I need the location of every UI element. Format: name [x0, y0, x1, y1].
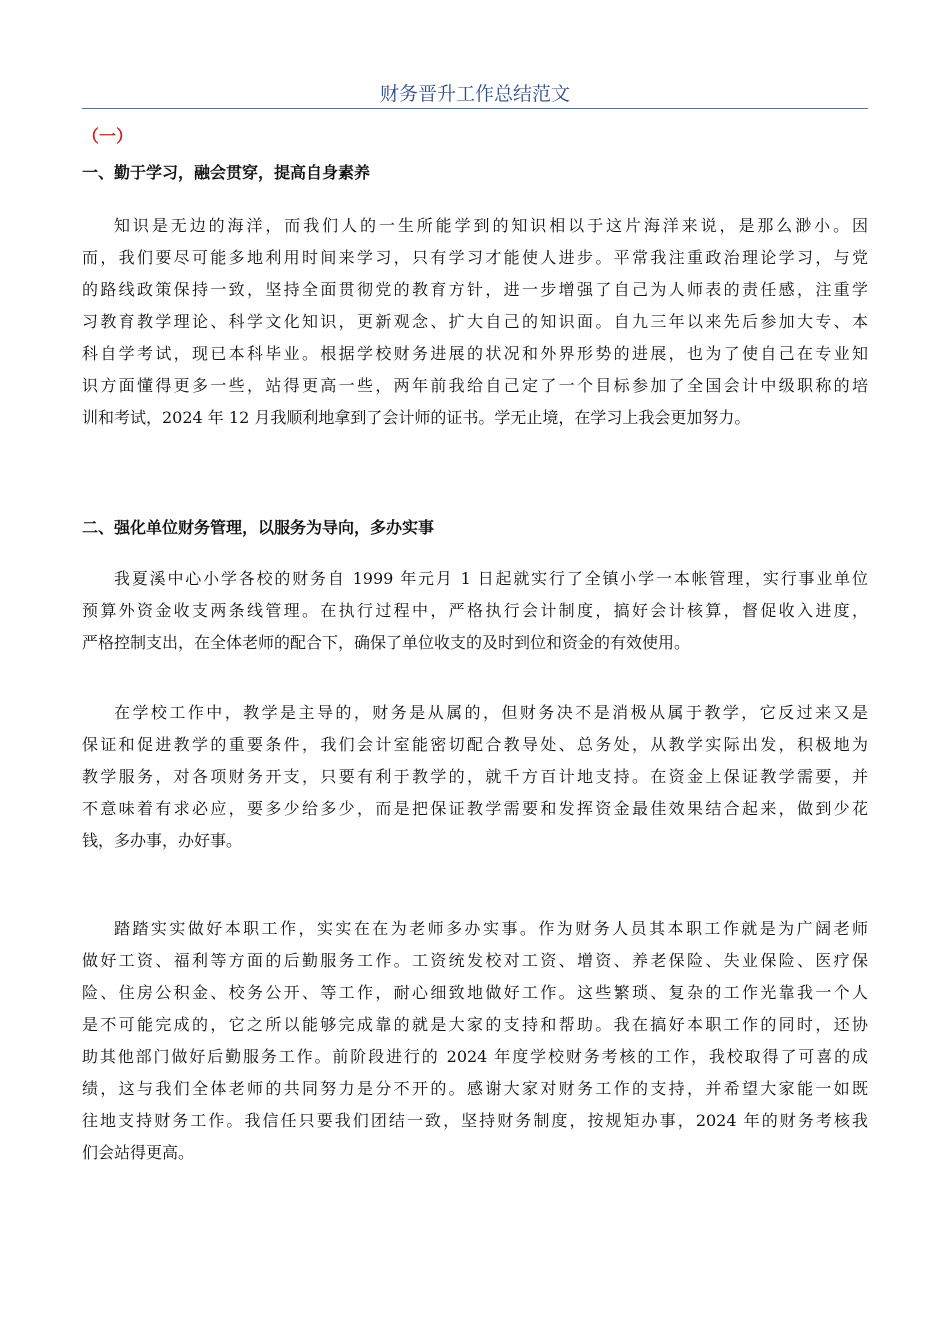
heading-study: 一、勤于学习，融会贯穿，提高自身素养: [82, 163, 371, 182]
paragraph-line: 们会站得更高。: [82, 1143, 195, 1162]
paragraph-line: 训和考试，2024 年 12 月我顺利地拿到了会计师的证书。学无止境，在学习上我会更加努力。: [82, 408, 751, 427]
paragraph-line: 我夏溪中心小学各校的财务自 1999 年元月 1 日起就实行了全镇小学一本帐管理，实行事业单位: [114, 569, 868, 588]
paragraph-line: 不意味着有求必应，要多少给多少，而是把保证教学需要和发挥资金最佳效果结合起来，做到少花: [82, 799, 868, 818]
paragraph-line: 往地支持财务工作。我信任只要我们团结一致，坚持财务制度，按规矩办事，2024 年的财务考核我: [82, 1111, 868, 1130]
section-marker: （一）: [82, 127, 133, 147]
paragraph-line: 钱，多办事，办好事。: [82, 831, 243, 850]
paragraph-line: 科自学考试，现已本科毕业。根据学校财务进展的状况和外界形势的进展，也为了使自己在专业知: [82, 344, 868, 363]
paragraph-line: 习教育教学理论、科学文化知识，更新观念、扩大自己的知识面。自九三年以来先后参加大专、本: [82, 312, 868, 331]
paragraph-study: [82, 210, 868, 434]
heading-finance-management: 二、强化单位财务管理，以服务为导向，多办实事: [82, 518, 435, 537]
paragraph-teaching-support: [82, 697, 868, 857]
paragraph-line: 严格控制支出，在全体老师的配合下，确保了单位收支的及时到位和资金的有效使用。: [82, 633, 691, 652]
paragraph-line: 在学校工作中，教学是主导的，财务是从属的，但财务决不是消极从属于教学，它反过来又是: [114, 703, 868, 722]
paragraph-line: 的路线政策保持一致，坚持全面贯彻党的教育方针，进一步增强了自己为人师表的责任感，注重学: [82, 280, 868, 299]
paragraph-line: 踏踏实实做好本职工作，实实在在为老师多办实事。作为财务人员其本职工作就是为广阔老师: [114, 919, 868, 938]
paragraph-line: 做好工资、福利等方面的后勤服务工作。工资统发校对工资、增资、养老保险、失业保险、医疗保: [82, 951, 868, 970]
paragraph-line: 而，我们要尽可能多地利用时间来学习，只有学习才能使人进步。平常我注重政治理论学习，与党: [82, 248, 868, 267]
paragraph-line: 教学服务，对各项财务开支，只要有利于教学的，就千方百计地支持。在资金上保证教学需要，并: [82, 767, 868, 786]
paragraph-line: 险、住房公积金、校务公开、等工作，耐心细致地做好工作。这些繁琐、复杂的工作光靠我一个人: [82, 983, 868, 1002]
paragraph-budget: [82, 563, 868, 659]
document-title: 财务晋升工作总结范文: [379, 83, 570, 105]
paragraph-line: 知识是无边的海洋，而我们人的一生所能学到的知识相以于这片海洋来说，是那么渺小。因: [114, 216, 868, 235]
paragraph-line: 识方面懂得更多一些，站得更高一些，两年前我给自己定了一个目标参加了全国会计中级职称的培: [82, 376, 868, 395]
paragraph-line: 是不可能完成的，它之所以能够完成靠的就是大家的支持和帮助。我在搞好本职工作的同时，还协: [82, 1015, 868, 1034]
title-underline: [82, 108, 868, 109]
paragraph-line: 绩，这与我们全体老师的共同努力是分不开的。感谢大家对财务工作的支持，并希望大家能一如既: [82, 1079, 868, 1098]
paragraph-daily-work: [82, 913, 868, 1169]
paragraph-line: 预算外资金收支两条线管理。在执行过程中，严格执行会计制度，搞好会计核算，督促收入进度，: [82, 601, 868, 620]
paragraph-line: 保证和促进教学的重要条件，我们会计室能密切配合教导处、总务处，从教学实际出发，积极地为: [82, 735, 868, 754]
paragraph-line: 助其他部门做好后勤服务工作。前阶段进行的 2024 年度学校财务考核的工作，我校取得了可喜的成: [82, 1047, 868, 1066]
